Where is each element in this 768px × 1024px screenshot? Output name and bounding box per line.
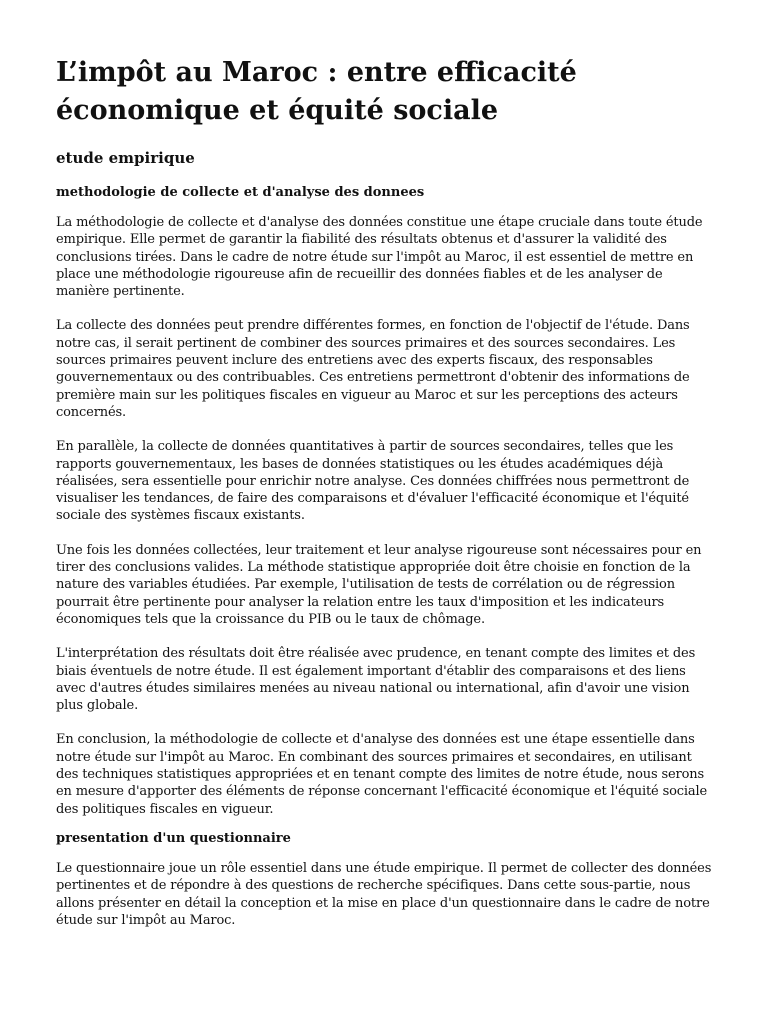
- paragraph: La méthodologie de collecte et d'analyse des données constitue une étape cruciale dans toute étude empirique. Elle permet de garantir la fiabilité des résultats obtenus et d'assurer la validité des conclusions tirées. Dans le cadre de notre étude sur l'impôt au Maroc, il est essentiel de mettre en place une méthodologie rigoureuse afin de recueillir des données fiables et de les analyser de manière pertinente.: [56, 215, 703, 300]
- document-page: [56, 54, 716, 946]
- section-heading: etude empirique: [56, 149, 195, 167]
- subsection-heading-questionnaire: presentation d'un questionnaire: [56, 830, 291, 846]
- paragraph: La collecte des données peut prendre différentes formes, en fonction de l'objectif de l'étude. Dans notre cas, il serait pertinent de combiner des sources primaires et des sources secondaires. Les sources primaires peuvent inclure des entretiens avec des experts fiscaux, des responsables gouvernementaux ou des contribuables. Ces entretiens permettront d'obtenir des informations de première main sur les politiques fiscales en vigueur au Maroc et sur les perceptions des acteurs concernés.: [56, 318, 690, 420]
- paragraph: En parallèle, la collecte de données quantitatives à partir de sources secondaires, telles que les rapports gouvernementaux, les bases de données statistiques ou les études académiques déjà réalisées, sera essentielle pour enrichir notre analyse. Ces données chiffrées nous permettront de visualiser les tendances, de faire des comparaisons et d'évaluer l'efficacité économique et l'équité sociale des systèmes fiscaux existants.: [56, 439, 690, 524]
- paragraph: Une fois les données collectées, leur traitement et leur analyse rigoureuse sont nécessaires pour en tirer des conclusions valides. La méthode statistique appropriée doit être choisie en fonction de la nature des variables étudiées. Par exemple, l'utilisation de tests de corrélation ou de régression pourrait être pertinente pour analyser la relation entre les taux d'imposition et les indicateurs économiques tels que la croissance du PIB ou le taux de chômage.: [56, 542, 702, 627]
- document-title: L’impôt au Maroc : entre efficacité économique et équité sociale: [56, 57, 577, 126]
- paragraph: En conclusion, la méthodologie de collecte et d'analyse des données est une étape essentielle dans notre étude sur l'impôt au Maroc. En combinant des sources primaires et secondaires, en utilisant des techniques statistiques appropriées et en tenant compte des limites de notre étude, nous serons en mesure d'apporter des éléments de réponse concernant l'efficacité économique et l'équité sociale des politiques fiscales en vigueur.: [56, 732, 708, 817]
- paragraph: Le questionnaire joue un rôle essentiel dans une étude empirique. Il permet de collecter des données pertinentes et de répondre à des questions de recherche spécifiques. Dans cette sous-partie, nous allons présenter en détail la conception et la mise en place d'un questionnaire dans le cadre de notre étude sur l'impôt au Maroc.: [56, 860, 712, 928]
- paragraph: L'interprétation des résultats doit être réalisée avec prudence, en tenant compte des limites et des biais éventuels de notre étude. Il est également important d'établir des comparaisons et des liens avec d'autres études similaires menées au niveau national ou international, afin d'avoir une vision plus globale.: [56, 646, 696, 714]
- subsection-heading-methodology: methodologie de collecte et d'analyse des donnees: [56, 185, 425, 200]
